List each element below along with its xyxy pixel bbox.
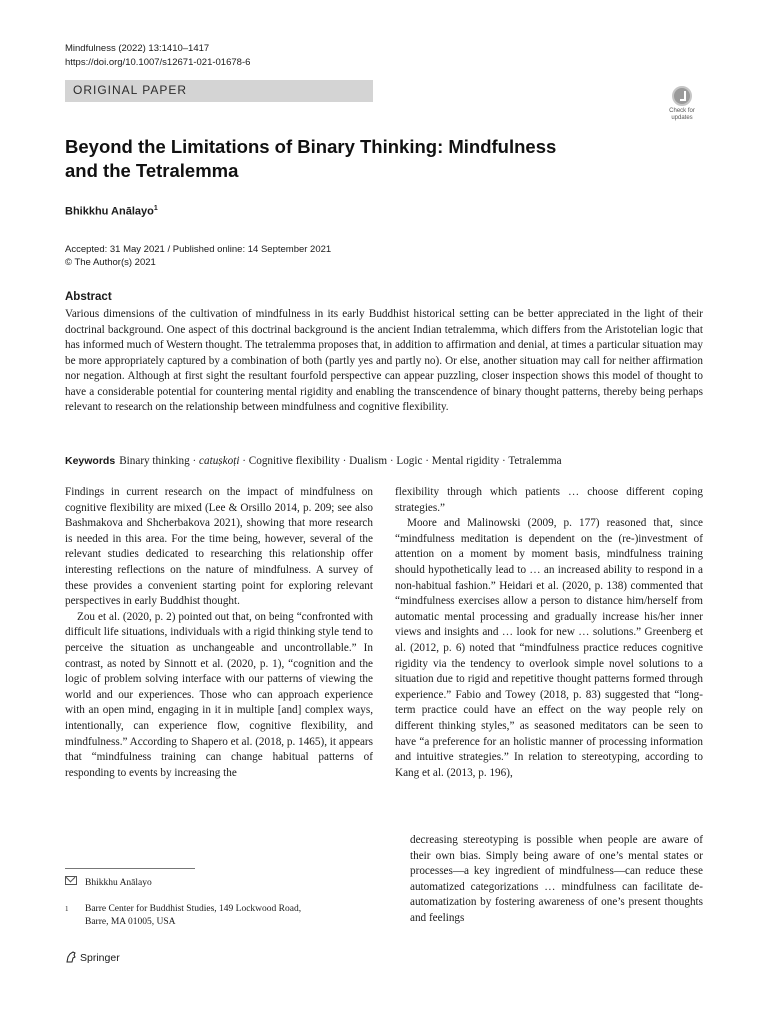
author-name[interactable]: Bhikkhu Anālayo — [65, 205, 154, 218]
paper-title: Beyond the Limitations of Binary Thinking: Mindfulness and the Tetralemma — [65, 136, 557, 181]
paragraph: Findings in current research on the impact of mindfulness on cognitive flexibility are mixed (Lee & Orsillo 2014, p. 209; see also Bashmakova and Shcherbakova 2021), showing that more research is needed in this area. For the time being, however, several of the relevant studies dedicated to researching this relationship offer interesting reflections on the nature of mindfulness. A survey of these provides a convenient starting point for exploring relevant perspectives in early Buddhist thought. — [65, 486, 373, 608]
check-for-updates-badge[interactable] — [662, 86, 702, 124]
journal-header — [65, 42, 250, 70]
body-column-right — [395, 485, 703, 781]
corresponding-author — [65, 876, 152, 888]
keywords-list-a: Binary thinking · — [119, 455, 200, 467]
keywords — [65, 454, 705, 469]
journal-citation: Mindfulness (2022) 13:1410–1417 — [65, 43, 210, 54]
publisher-name: Springer — [80, 952, 120, 964]
abstract-heading: Abstract — [65, 291, 112, 303]
article-type-banner — [65, 80, 373, 102]
springer-horse-icon — [65, 951, 77, 963]
check-updates-text: Check for updates — [669, 108, 695, 121]
copyright: © The Author(s) 2021 — [65, 257, 156, 268]
paragraph: Moore and Malinowski (2009, p. 177) reasoned that, since “mindfulness meditation is dependent on the (re-)investment of attention on a moment by moment basis, mindfulness training should hypothetically lead to … an increased ability to respond in a non-habitual fashion.” Heidari et al. (2020, p. 138) commented that “mindfulness exercises allow a person to distance him/herself from automatic mental processing and gradually increase his/her inner views and insights and … look for new … solutions.” Greenberg et al. (2012, p. 6) noted that “mindfulness practice reduces cognitive rigidity via the tendency to overlook simple novel solutions to a situation due to rigid and repetitive thought patterns formed through experience.” Fabio and Towey (2018, p. 83) suggested that “long-term practice could have an effect on the way people rely on different thinking styles,” as seasoned meditators can be seen to have “a preference for an holistic manner of processing information and intuitive strategies.” In relation to stereotyping, according to Kang et al. (2013, p. 196), — [395, 517, 703, 779]
keywords-list-b: · Cognitive flexibility · Dualism · Logic · Mental rigidity · Tetralemma — [239, 455, 562, 467]
corresponding-author-name: Bhikkhu Anālayo — [85, 878, 152, 888]
abstract-text: Various dimensions of the cultivation of mindfulness in its early Buddhist historical setting can be better appreciated in the light of their doctrinal background. One aspect of this doctrinal background is the ancient Indian tetralemma, which differs from the Aristotelian logic that has informed much of Western thought. The tetralemma proposes that, in addition to affirmation and denial, at times a particular situation may be more appropriately captured by a combination of both (partly yes and partly no). Or else, another situation may call for neither affirmation nor negation. Although at first sight the resultant fourfold perspective can appear puzzling, closer inspection shows this model of thought to have a considerable potential for countering mental rigidity and enabling the transcendence of binary thought patterns, thereby being perhaps relevant to research on the relationship between mindfulness and cognitive flexibility. — [65, 308, 703, 413]
footnote-divider — [65, 868, 195, 869]
affiliation-line-2: Barre, MA 01005, USA — [85, 917, 176, 927]
affiliation-line-1: Barre Center for Buddhist Studies, 149 Lockwood Road, — [85, 904, 302, 914]
author-line — [65, 205, 158, 218]
keywords-heading: Keywords — [65, 455, 116, 467]
accepted-date: Accepted: 31 May 2021 — [65, 244, 165, 255]
doi-link[interactable]: https://doi.org/10.1007/s12671-021-01678-6 — [65, 57, 251, 68]
paragraph: Zou et al. (2020, p. 2) pointed out that, on being “confronted with difficult life situations, individuals with a rigid thinking style tend to perceive the situation as unchangeable and uncontrollable.” In contrast, as noted by Sinnott et al. (2020, p. 1), “cognition and the logic of problem solving interface with our patterns of viewing the world and our experiences. Those who can approach experience with an open mind, engaging in it in multiple [and] complex ways, intentionally, can experience flow, cognitive flexibility, and mindfulness.” According to Shapero et al. (2018, p. 1465), it appears that “mindfulness training can change habitual patterns of responding to events by increasing the — [65, 610, 373, 779]
keyword-catuskoti: catuṣkoṭi — [199, 455, 240, 467]
affiliation-number: 1 — [65, 905, 69, 913]
author-affiliation-marker: 1 — [153, 205, 158, 212]
publication-dates — [65, 243, 331, 269]
block-quote: decreasing stereotyping is possible when people are aware of their own bias. Simply being aware of one’s mental states or processes—a key ingredient of mindfulness—can reduce these automatized categorizations … mindfulness can facilitate de-automatization by fostering awareness of one’s present thoughts and feelings — [410, 834, 703, 924]
envelope-icon[interactable] — [65, 876, 77, 885]
paragraph: flexibility through which patients … choose different coping strategies.” — [395, 486, 703, 514]
article-type-label: ORIGINAL PAPER — [73, 83, 188, 97]
check-updates-icon — [672, 86, 692, 106]
affiliation-footnote — [65, 903, 365, 929]
publisher-footer — [65, 951, 120, 964]
body-column-left — [65, 485, 373, 781]
published-date: / Published online: 14 September 2021 — [164, 244, 332, 255]
